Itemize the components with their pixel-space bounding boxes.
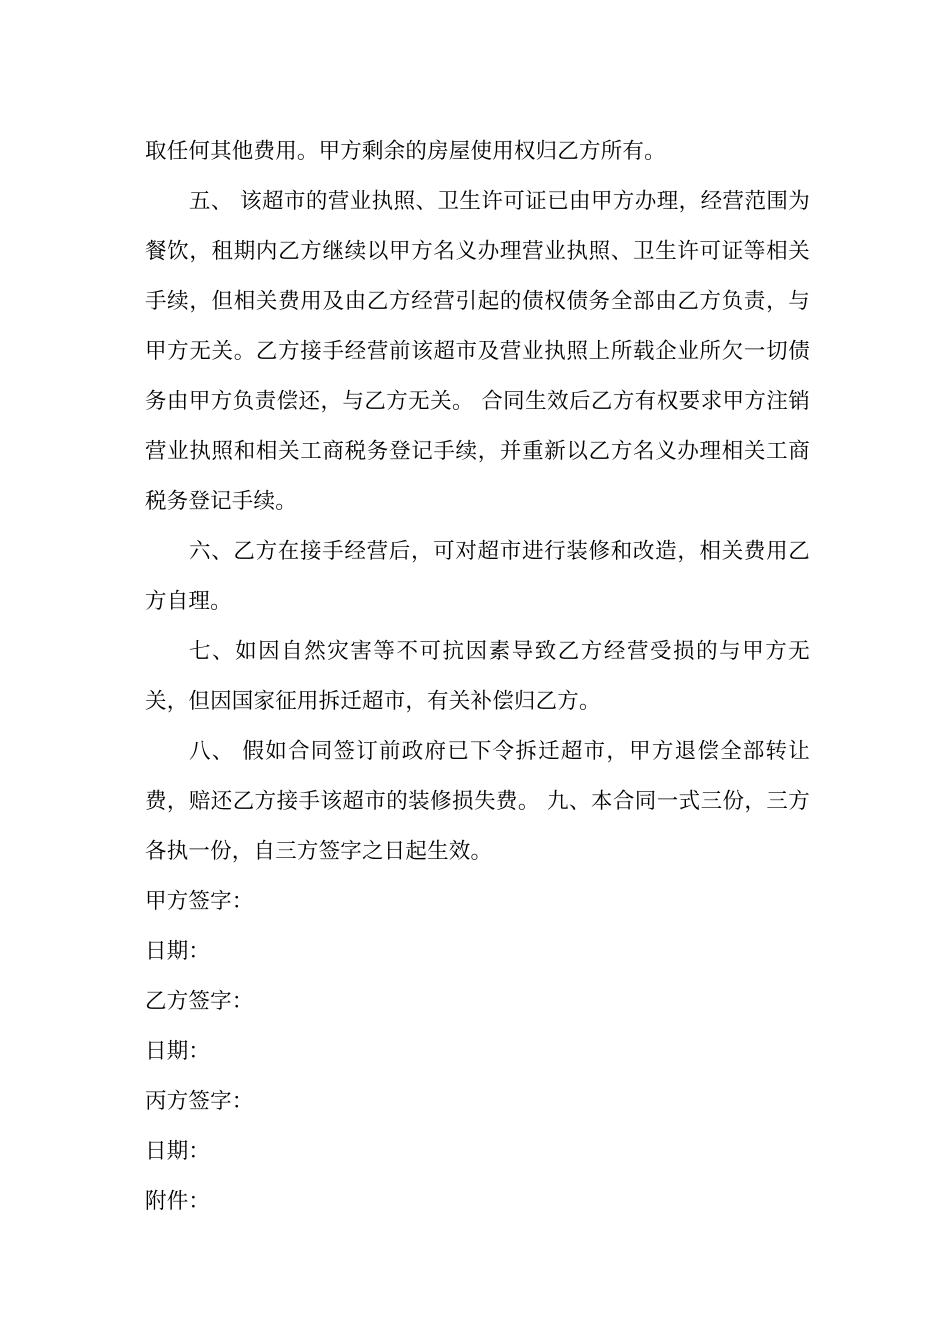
party-b-date-label: 日期： bbox=[145, 1039, 211, 1064]
paragraph-clause-8-9: 八、 假如合同签订前政府已下令拆迁超市，甲方退偿全部转让费，赔还乙方接手该超市的装修损失费。 九、本合同一式三份，三方各执一份，自三方签字之日起生效。 bbox=[145, 739, 810, 864]
paragraph-continuation: 取任何其他费用。甲方剩余的房屋使用权归乙方所有。 bbox=[145, 139, 666, 164]
party-a-date-label: 日期： bbox=[145, 939, 211, 964]
party-c-signature-label: 丙方签字： bbox=[145, 1089, 254, 1114]
contract-body bbox=[145, 127, 810, 1227]
paragraph-clause-5: 五、 该超市的营业执照、卫生许可证已由甲方办理，经营范围为餐饮，租期内乙方继续以甲方名义办理营业执照、卫生许可证等相关手续，但相关费用及由乙方经营引起的债权债务全部由乙方负责，与甲方无关。乙方接手经营前该超市及营业执照上所载企业所欠一切债务由甲方负责偿还，与乙方无关。 合同生效后乙方有权要求甲方注销营业执照和相关工商税务登记手续，并重新以乙方名义办理相关工商税务登记手续。 bbox=[145, 189, 810, 514]
party-b-signature-label: 乙方签字： bbox=[145, 989, 254, 1014]
attachment-label: 附件： bbox=[145, 1189, 211, 1214]
paragraph-clause-7: 七、如因自然灾害等不可抗因素导致乙方经营受损的与甲方无关，但因国家征用拆迁超市，有关补偿归乙方。 bbox=[145, 639, 810, 714]
paragraph-clause-6: 六、乙方在接手经营后，可对超市进行装修和改造，相关费用乙方自理。 bbox=[145, 539, 810, 614]
party-a-signature-label: 甲方签字： bbox=[145, 889, 254, 914]
party-c-date-label: 日期： bbox=[145, 1139, 211, 1164]
